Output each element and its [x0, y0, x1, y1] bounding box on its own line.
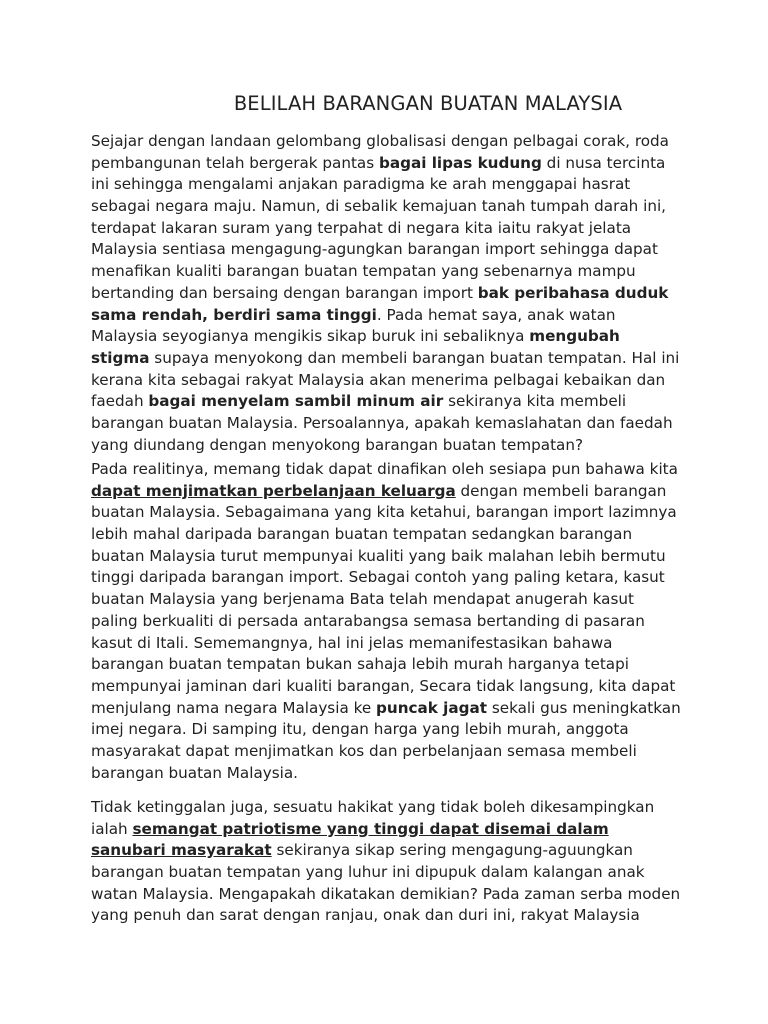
document-title: BELILAH BARANGAN BUATAN MALAYSIA	[233, 92, 623, 115]
text-run: lebih mahal daripada barangan buatan tempatan sedangkan barangan	[91, 525, 633, 544]
text-run: watan Malaysia. Mengapakah dikatakan demikian? Pada zaman serba moden	[91, 884, 681, 903]
text-run: kerana kita sebagai rakyat Malaysia akan menerima pelbagai kebaikan dan	[91, 370, 666, 389]
text-line	[91, 741, 691, 763]
text-run: bertanding dan bersaing dengan barangan import	[91, 283, 478, 302]
text-line	[91, 654, 691, 676]
text-run: yang penuh dan sarat dengan ranjau, onak dan duri ini, rakyat Malaysia	[91, 906, 640, 925]
text-line	[91, 676, 691, 698]
text-run: Malaysia seyogianya mengikis sikap buruk ini sebaliknya	[91, 327, 530, 346]
text-line	[91, 131, 691, 153]
text-run: di nusa tercinta	[541, 153, 666, 172]
text-line	[91, 459, 691, 481]
text-line	[91, 567, 691, 589]
text-run: Sejajar dengan landaan gelombang globalisasi dengan pelbagai corak, roda	[91, 132, 669, 150]
text-run: paling berkualiti di persada antarabangsa semasa bertanding di pasaran	[91, 611, 645, 630]
text-line	[91, 589, 691, 611]
text-run: masyarakat dapat menjimatkan kos dan perbelanjaan semasa membeli	[91, 741, 637, 760]
text-line	[91, 239, 691, 261]
text-line	[91, 502, 691, 524]
text-line	[91, 862, 691, 884]
text-run: Tidak ketinggalan juga, sesuatu hakikat yang tidak boleh dikesampingkan	[91, 798, 655, 816]
bold-phrase: bak peribahasa duduk	[477, 283, 669, 302]
text-run: kasut di Itali. Sememangnya, hal ini jelas memanifestasikan bahawa	[91, 633, 613, 652]
text-run: menafikan kualiti barangan buatan tempatan yang sebenarnya mampu	[91, 262, 636, 281]
text-run: buatan Malaysia. Sebagaimana yang kita ketahui, barangan import lazimnya	[91, 503, 677, 522]
bold-phrase: mengubah	[529, 327, 620, 346]
text-run: barangan buatan tempatan yang luhur ini dipupuk dalam kalangan anak	[91, 863, 645, 882]
text-run: yang diundang dengan menyokong barangan buatan tempatan?	[91, 435, 584, 454]
bold-underlined-phrase: dapat menjimatkan perbelanjaan keluarga	[91, 481, 456, 500]
text-line	[91, 283, 691, 305]
text-run: tinggi daripada barangan import. Sebagai contoh yang paling ketara, kasut	[91, 568, 665, 587]
text-run: faedah	[91, 392, 149, 411]
paragraph-2	[91, 459, 691, 784]
bold-underlined-phrase: semangat patriotisme yang tinggi dapat disemai dalam	[132, 819, 609, 838]
text-line	[91, 633, 691, 655]
text-run: menjulang nama negara Malaysia ke	[91, 698, 377, 717]
text-line	[91, 370, 691, 392]
paragraph-1	[91, 131, 691, 456]
text-run: Pada realitinya, memang tidak dapat dinafikan oleh sesiapa pun bahawa kita	[91, 460, 678, 478]
text-run: ialah	[91, 819, 133, 838]
bold-phrase: bagai lipas kudung	[378, 153, 542, 172]
text-line	[91, 305, 691, 327]
text-line	[91, 218, 691, 240]
text-run: buatan Malaysia yang berjenama Bata telah mendapat anugerah kasut	[91, 590, 634, 609]
text-run: dengan membeli barangan	[455, 481, 667, 500]
text-run: Malaysia sentiasa mengagung-agungkan barangan import sehingga dapat	[91, 240, 658, 259]
text-line	[91, 435, 691, 457]
text-run: sekali gus meningkatkan	[487, 698, 681, 717]
paragraph-3	[91, 797, 691, 927]
text-line	[91, 174, 691, 196]
text-run: imej negara. Di samping itu, dengan harga yang lebih murah, anggota	[91, 720, 629, 739]
text-line	[91, 261, 691, 283]
text-run: pembangunan telah bergerak pantas	[91, 153, 379, 172]
text-line	[91, 348, 691, 370]
text-line	[91, 391, 691, 413]
text-line	[91, 763, 691, 785]
text-run: mempunyai jaminan dari kualiti barangan, Secara tidak langsung, kita dapat	[91, 676, 676, 695]
text-line	[91, 196, 691, 218]
text-run: terdapat lakaran suram yang terpahat di negara kita iaitu rakyat jelata	[91, 218, 632, 237]
bold-phrase: stigma	[91, 348, 150, 367]
bold-phrase: puncak jagat	[376, 698, 487, 717]
text-line	[91, 819, 691, 841]
text-run: barangan buatan Malaysia. Persoalannya, apakah kemaslahatan dan faedah	[91, 413, 673, 432]
text-run: buatan Malaysia turut mempunyai kualiti yang baik malahan lebih bermutu	[91, 546, 666, 565]
bold-underlined-phrase: sanubari masyarakat	[91, 841, 272, 860]
text-run: sekiranya sikap sering mengagung-aguungkan	[271, 841, 633, 860]
text-line	[91, 546, 691, 568]
text-line	[91, 884, 691, 906]
text-line	[91, 611, 691, 633]
text-run: . Pada hemat saya, anak watan	[376, 305, 616, 324]
text-line	[91, 326, 691, 348]
text-line	[91, 698, 691, 720]
text-run: barangan buatan tempatan bukan sahaja lebih murah harganya tetapi	[91, 655, 629, 674]
text-run: barangan buatan Malaysia.	[91, 763, 299, 782]
text-line	[91, 413, 691, 435]
text-run: ini sehingga mengalami anjakan paradigma ke arah menggapai hasrat	[91, 175, 631, 194]
bold-phrase: bagai menyelam sambil minum air	[148, 392, 444, 411]
text-line	[91, 524, 691, 546]
text-line	[91, 840, 691, 862]
text-line	[91, 481, 691, 503]
bold-phrase: sama rendah, berdiri sama tinggi	[91, 305, 377, 324]
text-run: sebagai negara maju. Namun, di sebalik kemajuan tanah tumpah darah ini,	[91, 197, 666, 216]
text-run: supaya menyokong dan membeli barangan buatan tempatan. Hal ini	[149, 348, 680, 367]
text-line	[91, 153, 691, 175]
text-line	[91, 719, 691, 741]
text-run: sekiranya kita membeli	[443, 392, 627, 411]
text-line	[91, 797, 691, 819]
text-line	[91, 905, 691, 927]
